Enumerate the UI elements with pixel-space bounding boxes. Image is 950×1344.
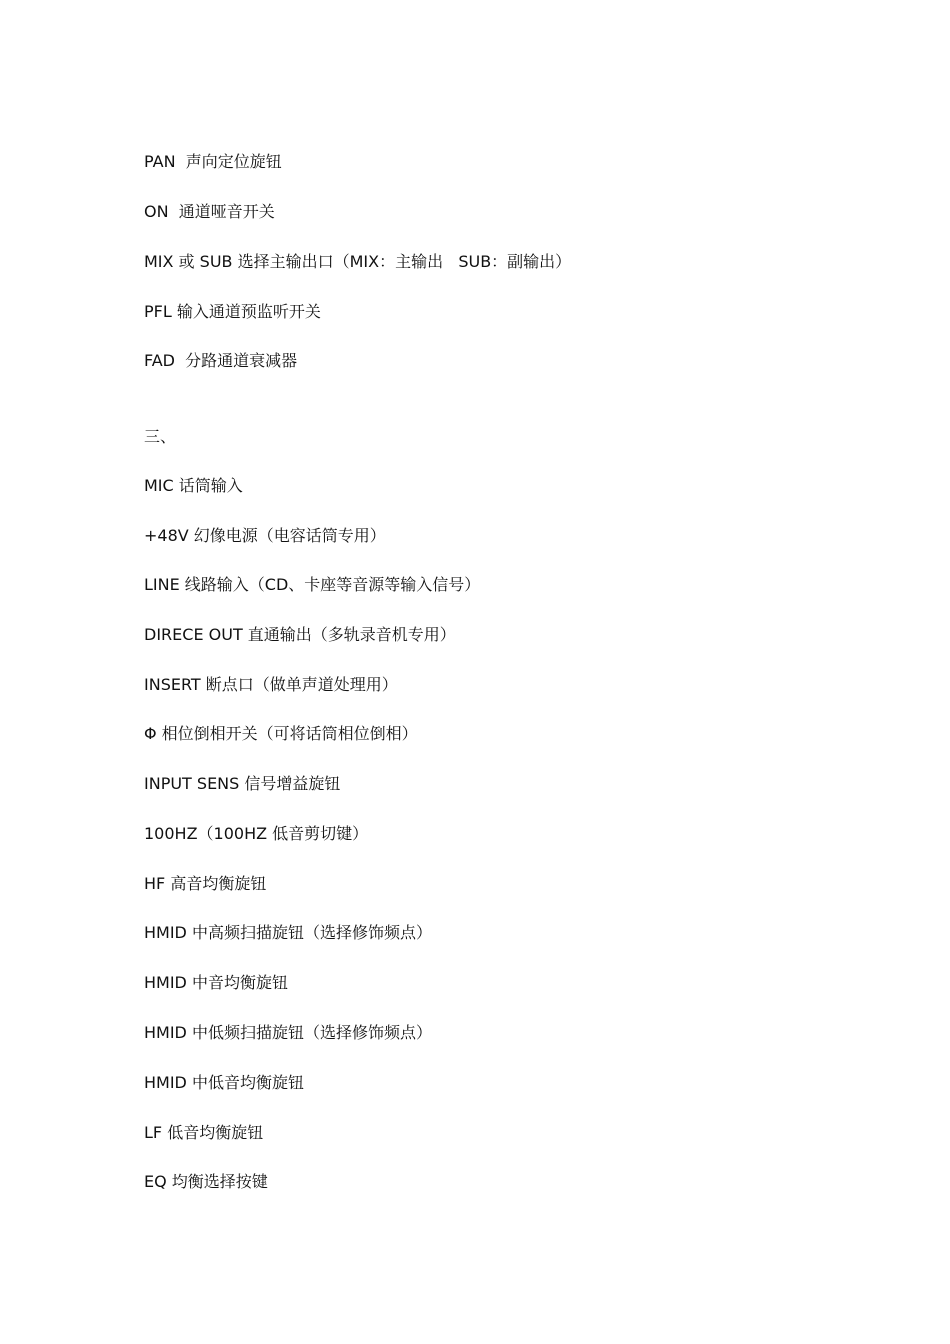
direct-out-line: DIRECE OUT 直通输出（多轨录音机专用） xyxy=(144,625,456,644)
section-heading-three: 三、 xyxy=(144,427,177,446)
lmid-eq-line: HMID 中低音均衡旋钮 xyxy=(144,1073,304,1092)
mix-sub-line: MIX 或 SUB 选择主输出口（MIX：主输出 SUB：副输出） xyxy=(144,252,572,271)
phantom-power-line: +48V 幻像电源（电容话筒专用） xyxy=(144,526,386,545)
eq-select-line: EQ 均衡选择按键 xyxy=(144,1172,268,1191)
hmid-eq-line: HMID 中音均衡旋钮 xyxy=(144,973,288,992)
hmid-sweep-line: HMID 中高频扫描旋钮（选择修饰频点） xyxy=(144,923,432,942)
fad-line: FAD 分路通道衰减器 xyxy=(144,351,298,370)
lf-line: LF 低音均衡旋钮 xyxy=(144,1123,264,1142)
pan-line: PAN 声向定位旋钮 xyxy=(144,152,282,171)
insert-line: INSERT 断点口（做单声道处理用） xyxy=(144,675,398,694)
pfl-line: PFL 输入通道预监听开关 xyxy=(144,302,321,321)
phase-line: Φ 相位倒相开关（可将话筒相位倒相） xyxy=(144,724,418,743)
lowcut-line: 100HZ（100HZ 低音剪切键） xyxy=(144,824,369,843)
lmid-sweep-line: HMID 中低频扫描旋钮（选择修饰频点） xyxy=(144,1023,432,1042)
input-sens-line: INPUT SENS 信号增益旋钮 xyxy=(144,774,341,793)
line-input-line: LINE 线路输入（CD、卡座等音源等输入信号） xyxy=(144,575,481,594)
on-line: ON 通道哑音开关 xyxy=(144,202,275,221)
mic-line: MIC 话筒输入 xyxy=(144,476,243,495)
hf-line: HF 高音均衡旋钮 xyxy=(144,874,267,893)
